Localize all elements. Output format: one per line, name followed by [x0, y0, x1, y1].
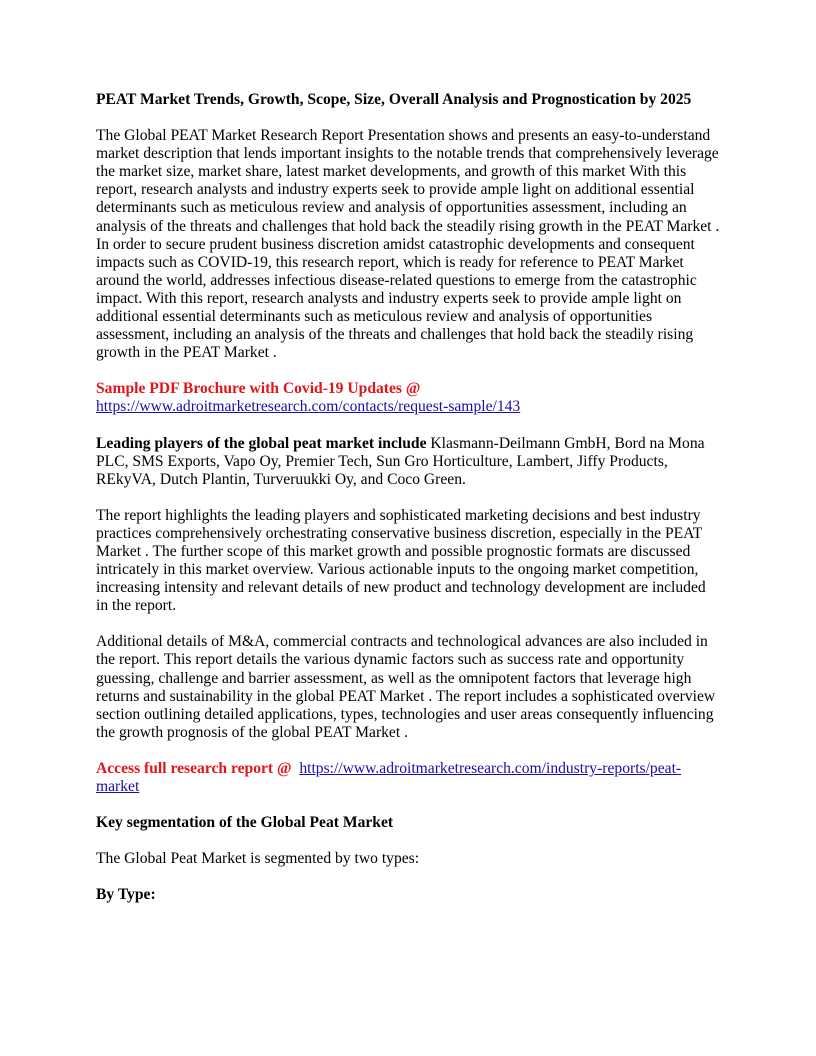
document-page: [96, 91, 720, 922]
document-title: PEAT Market Trends, Growth, Scope, Size, Overall Analysis and Prognostication by 2025: [96, 91, 692, 108]
full-report-link[interactable]: https://www.adroitmarketresearch.com/industry-reports/peat-market: [96, 759, 682, 795]
leading-players-paragraph: [96, 435, 720, 489]
highlights-paragraph: The report highlights the leading players and sophisticated marketing decisions and best industry practices comprehensively orchestrating conservative business discretion, especially in the PEAT Market . The further scope of this market growth and possible prognostic formats are discussed intricately in this market overview. Various actionable inputs to the ongoing market competition, increasing intensity and relevant details of new product and technology development are included in the report.: [96, 506, 706, 615]
segmentation-heading: Key segmentation of the Global Peat Market: [96, 814, 394, 832]
sample-brochure-block: [96, 380, 720, 416]
access-report-label: Access full research report @: [96, 759, 292, 777]
segmentation-text: The Global Peat Market is segmented by two types:: [96, 850, 420, 868]
access-report-block: [96, 760, 720, 796]
leading-players-label: Leading players of the global peat market include: [96, 434, 427, 452]
leading-players-list: Klasmann-Deilmann GmbH, Bord na Mona PLC, SMS Exports, Vapo Oy, Premier Tech, Sun Gro Horticulture, Lambert, Jiffy Products, REkyVA, Dutch Plantin, Turveruukki Oy, and Coco Green.: [96, 434, 705, 488]
by-type-heading: By Type:: [96, 886, 156, 904]
sample-brochure-label: Sample PDF Brochure with Covid-19 Updates @: [96, 380, 421, 398]
sample-request-link[interactable]: https://www.adroitmarketresearch.com/contacts/request-sample/143: [96, 398, 521, 416]
intro-paragraph: The Global PEAT Market Research Report Presentation shows and presents an easy-to-understand market description that lends important insights to the notable trends that comprehensively leverage the market size, market share, latest market developments, and growth of this market With this report, research analysts and industry experts seek to provide ample light on additional essential determinants such as meticulous review and analysis of opportunities assessment, including an analysis of the threats and challenges that hold back the steadily rising growth in the PEAT Market . In order to secure prudent business discretion amidst catastrophic developments and consequent impacts such as COVID-19, this research report, which is ready for reference to PEAT Market around the world, addresses infectious disease-related questions to emerge from the catastrophic impact. With this report, research analysts and industry experts seek to provide ample light on additional essential determinants such as meticulous review and analysis of opportunities assessment, including an analysis of the threats and challenges that hold back the steadily rising growth in the PEAT Market .: [96, 127, 720, 362]
additional-details-paragraph: Additional details of M&A, commercial contracts and technological advances are also included in the report. This report details the various dynamic factors such as success rate and opportunity guessing, challenge and barrier assessment, as well as the omnipotent factors that leverage high returns and sustainability in the global PEAT Market . The report includes a sophisticated overview section outlining detailed applications, types, technologies and user areas consequently influencing the growth prognosis of the global PEAT Market .: [96, 633, 716, 741]
